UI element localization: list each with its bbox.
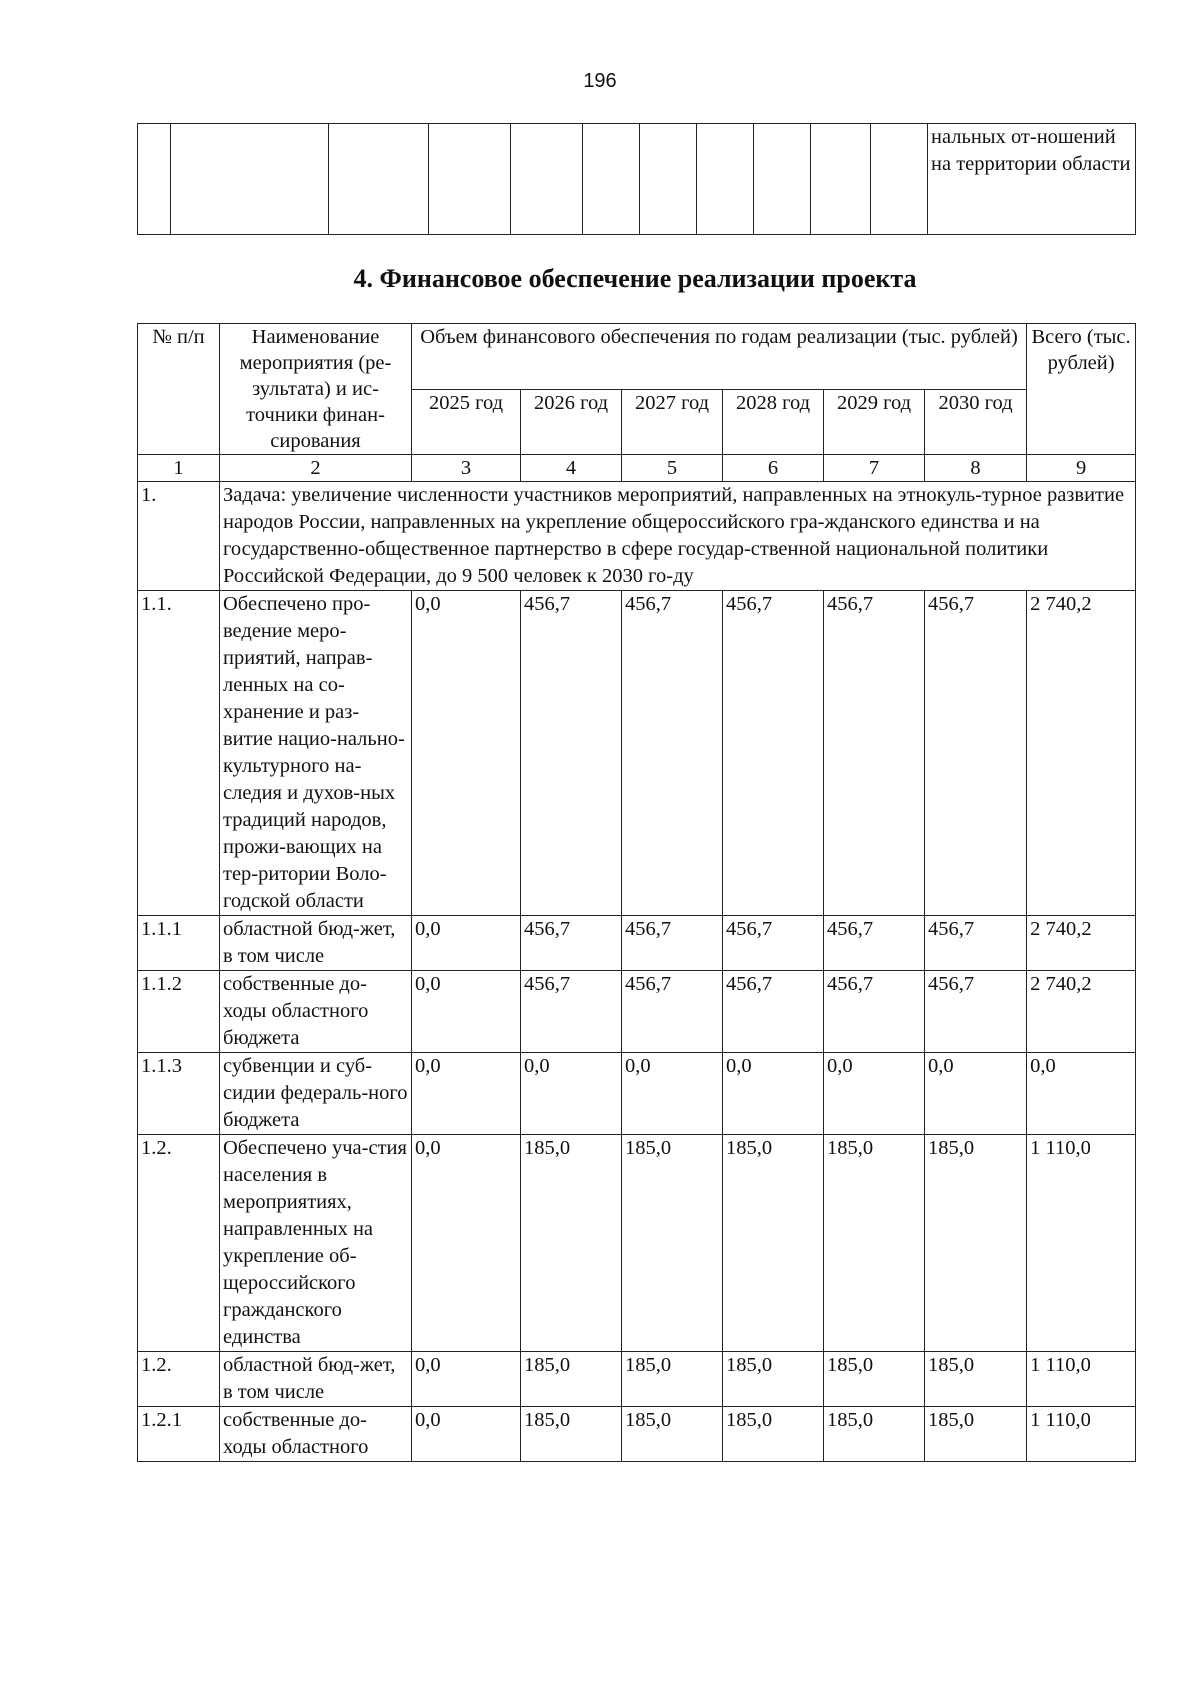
continuation-text: нальных от-ношений на территории области <box>928 124 1136 235</box>
page-number: 196 <box>583 70 617 92</box>
column-number: 7 <box>824 455 925 482</box>
row-value: 185,0 <box>824 1407 925 1462</box>
column-number: 3 <box>412 455 521 482</box>
column-number: 8 <box>925 455 1027 482</box>
row-num: 1.2. <box>138 1135 220 1352</box>
table-cell <box>511 124 583 235</box>
row-value: 0,0 <box>521 1053 622 1135</box>
continuation-row <box>138 124 1136 235</box>
row-value: 185,0 <box>723 1407 824 1462</box>
row-value: 456,7 <box>521 971 622 1053</box>
row-num: 1.2.1 <box>138 1407 220 1462</box>
row-value: 185,0 <box>925 1407 1027 1462</box>
column-number: 2 <box>220 455 412 482</box>
row-value: 0,0 <box>925 1053 1027 1135</box>
task-row <box>138 482 1136 591</box>
row-value: 0,0 <box>412 916 521 971</box>
row-total: 2 740,2 <box>1027 971 1136 1053</box>
table-cell <box>138 124 171 235</box>
row-value: 185,0 <box>723 1352 824 1407</box>
row-value: 456,7 <box>824 971 925 1053</box>
row-num: 1.2. <box>138 1352 220 1407</box>
row-value: 456,7 <box>824 591 925 916</box>
row-value: 0,0 <box>412 1053 521 1135</box>
row-value: 456,7 <box>521 591 622 916</box>
column-number: 4 <box>521 455 622 482</box>
row-value: 185,0 <box>521 1135 622 1352</box>
header-year: 2030 год <box>925 389 1027 455</box>
task-num: 1. <box>138 482 220 591</box>
row-value: 456,7 <box>723 591 824 916</box>
task-text: Задача: увеличение численности участников мероприятий, направленных на этнокуль-турное развитие народов России, направленных на укрепление общероссийского гра-жданского единства и на государственно-общественное партнерство в сфере государ-ственной национальной политики Российской Федерации, до 9 500 человек к 2030 го-ду <box>220 482 1136 591</box>
row-value: 456,7 <box>723 971 824 1053</box>
row-value: 456,7 <box>824 916 925 971</box>
row-value: 185,0 <box>622 1135 723 1352</box>
table-row <box>138 1053 1136 1135</box>
row-value: 456,7 <box>723 916 824 971</box>
section-title: 4. Финансовое обеспечение реализации проекта <box>353 264 917 293</box>
data-rows <box>138 591 1136 1462</box>
row-value: 185,0 <box>622 1407 723 1462</box>
header-name: Наименование мероприятия (ре-зультата) и ис-точники финан-сирования <box>220 324 412 455</box>
row-total: 2 740,2 <box>1027 916 1136 971</box>
column-number: 9 <box>1027 455 1136 482</box>
header-year: 2025 год <box>412 389 521 455</box>
table-cell <box>697 124 754 235</box>
table-row <box>138 1407 1136 1462</box>
row-name: областной бюд-жет, в том числе <box>220 916 412 971</box>
row-name: областной бюд-жет, в том числе <box>220 1352 412 1407</box>
row-value: 185,0 <box>824 1135 925 1352</box>
table-cell <box>171 124 329 235</box>
table-cell <box>811 124 871 235</box>
header-year: 2027 год <box>622 389 723 455</box>
row-value: 0,0 <box>622 1053 723 1135</box>
row-value: 185,0 <box>925 1352 1027 1407</box>
row-name: собственные до-ходы областного <box>220 1407 412 1462</box>
row-value: 456,7 <box>925 591 1027 916</box>
table-row <box>138 1135 1136 1352</box>
header-volume: Объем финансового обеспечения по годам реализации (тыс. рублей) <box>412 324 1027 390</box>
table-cell <box>329 124 429 235</box>
row-value: 0,0 <box>824 1053 925 1135</box>
table-row <box>138 591 1136 916</box>
column-number: 5 <box>622 455 723 482</box>
header-total: Всего (тыс. рублей) <box>1027 324 1136 455</box>
row-value: 185,0 <box>824 1352 925 1407</box>
column-number: 6 <box>723 455 824 482</box>
table-row <box>138 916 1136 971</box>
row-value: 185,0 <box>723 1135 824 1352</box>
row-num: 1.1.1 <box>138 916 220 971</box>
row-total: 1 110,0 <box>1027 1135 1136 1352</box>
row-name: субвенции и суб-сидии федераль-ного бюджета <box>220 1053 412 1135</box>
table-row <box>138 971 1136 1053</box>
row-num: 1.1. <box>138 591 220 916</box>
row-value: 0,0 <box>723 1053 824 1135</box>
row-num: 1.1.2 <box>138 971 220 1053</box>
row-value: 456,7 <box>622 971 723 1053</box>
row-value: 0,0 <box>412 1352 521 1407</box>
row-value: 185,0 <box>925 1135 1027 1352</box>
row-total: 1 110,0 <box>1027 1352 1136 1407</box>
row-name: Обеспечено уча-стия населения в мероприятиях, направленных на укрепление об-щероссийского гражданского единства <box>220 1135 412 1352</box>
header-num: № п/п <box>138 324 220 455</box>
header-year: 2029 год <box>824 389 925 455</box>
row-total: 1 110,0 <box>1027 1407 1136 1462</box>
table-row <box>138 1352 1136 1407</box>
row-num: 1.1.3 <box>138 1053 220 1135</box>
row-value: 456,7 <box>925 971 1027 1053</box>
row-name: Обеспечено про-ведение меро-приятий, направ-ленных на со-хранение и раз-витие нацио-нально-культурного на-следия и духов-ных традиций народов, прожи-вающих на тер-ритории Воло-годской области <box>220 591 412 916</box>
row-value: 0,0 <box>412 971 521 1053</box>
table-cell <box>429 124 511 235</box>
financing-table <box>137 323 1136 1462</box>
row-value: 456,7 <box>622 916 723 971</box>
continuation-table <box>137 123 1136 235</box>
row-value: 185,0 <box>521 1352 622 1407</box>
row-value: 456,7 <box>521 916 622 971</box>
column-number: 1 <box>138 455 220 482</box>
row-name: собственные до-ходы областного бюджета <box>220 971 412 1053</box>
column-number-row <box>138 455 1136 482</box>
header-row <box>138 324 1136 390</box>
row-total: 2 740,2 <box>1027 591 1136 916</box>
table-cell <box>640 124 697 235</box>
row-value: 456,7 <box>925 916 1027 971</box>
table-cell <box>754 124 811 235</box>
header-year: 2028 год <box>723 389 824 455</box>
table-cell <box>871 124 928 235</box>
row-total: 0,0 <box>1027 1053 1136 1135</box>
row-value: 456,7 <box>622 591 723 916</box>
row-value: 0,0 <box>412 591 521 916</box>
row-value: 185,0 <box>622 1352 723 1407</box>
table-cell <box>583 124 640 235</box>
row-value: 0,0 <box>412 1407 521 1462</box>
row-value: 0,0 <box>412 1135 521 1352</box>
row-value: 185,0 <box>521 1407 622 1462</box>
header-year: 2026 год <box>521 389 622 455</box>
